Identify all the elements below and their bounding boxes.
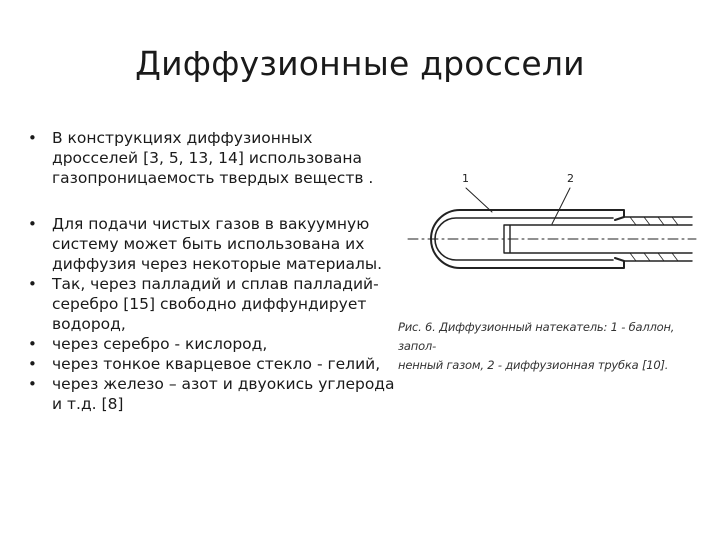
- bullet-text: через тонкое кварцевое стекло - гелий,: [52, 355, 381, 373]
- bullet-dot: •: [28, 335, 37, 353]
- bullet-item: [22, 274, 402, 334]
- bullet-text: через серебро - кислород,: [52, 335, 268, 353]
- bullet-dot: •: [28, 375, 37, 393]
- label-1: 1: [462, 172, 469, 185]
- caption-line: ненный газом, 2 - диффузионная трубка [10].: [398, 358, 669, 372]
- slide-title: Диффузионные дроссели: [135, 44, 585, 83]
- bullet-text: Так, через палладий и сплав палладий-серебро [15] свободно диффундирует водород,: [52, 275, 379, 333]
- bullet-dot: •: [28, 355, 37, 373]
- bullet-text: В конструкциях диффузионных дросселей [3, 5, 13, 14] использована газопроницаемость твердых веществ .: [52, 129, 374, 187]
- bullet-dot: •: [28, 275, 37, 293]
- leader-line-1: [466, 188, 492, 212]
- bullet-item: [22, 214, 402, 274]
- bullet-list: [22, 128, 402, 414]
- bullet-text: Для подачи чистых газов в вакуумную систему может быть использована их диффузия через некоторые материалы.: [52, 215, 383, 273]
- bullet-item: [22, 374, 402, 414]
- bullet-item: [22, 354, 402, 374]
- bullet-text: через железо – азот и двуокись углерода и т.д. [8]: [52, 375, 395, 413]
- label-2: 2: [567, 172, 574, 185]
- bullet-item: [22, 128, 402, 188]
- bullet-dot: •: [28, 129, 37, 147]
- figure-caption: [398, 318, 698, 375]
- bullet-dot: •: [28, 215, 37, 233]
- caption-line: Рис. 6. Диффузионный натекатель: 1 - баллон, запол-: [398, 320, 675, 353]
- bullet-item: [22, 334, 402, 354]
